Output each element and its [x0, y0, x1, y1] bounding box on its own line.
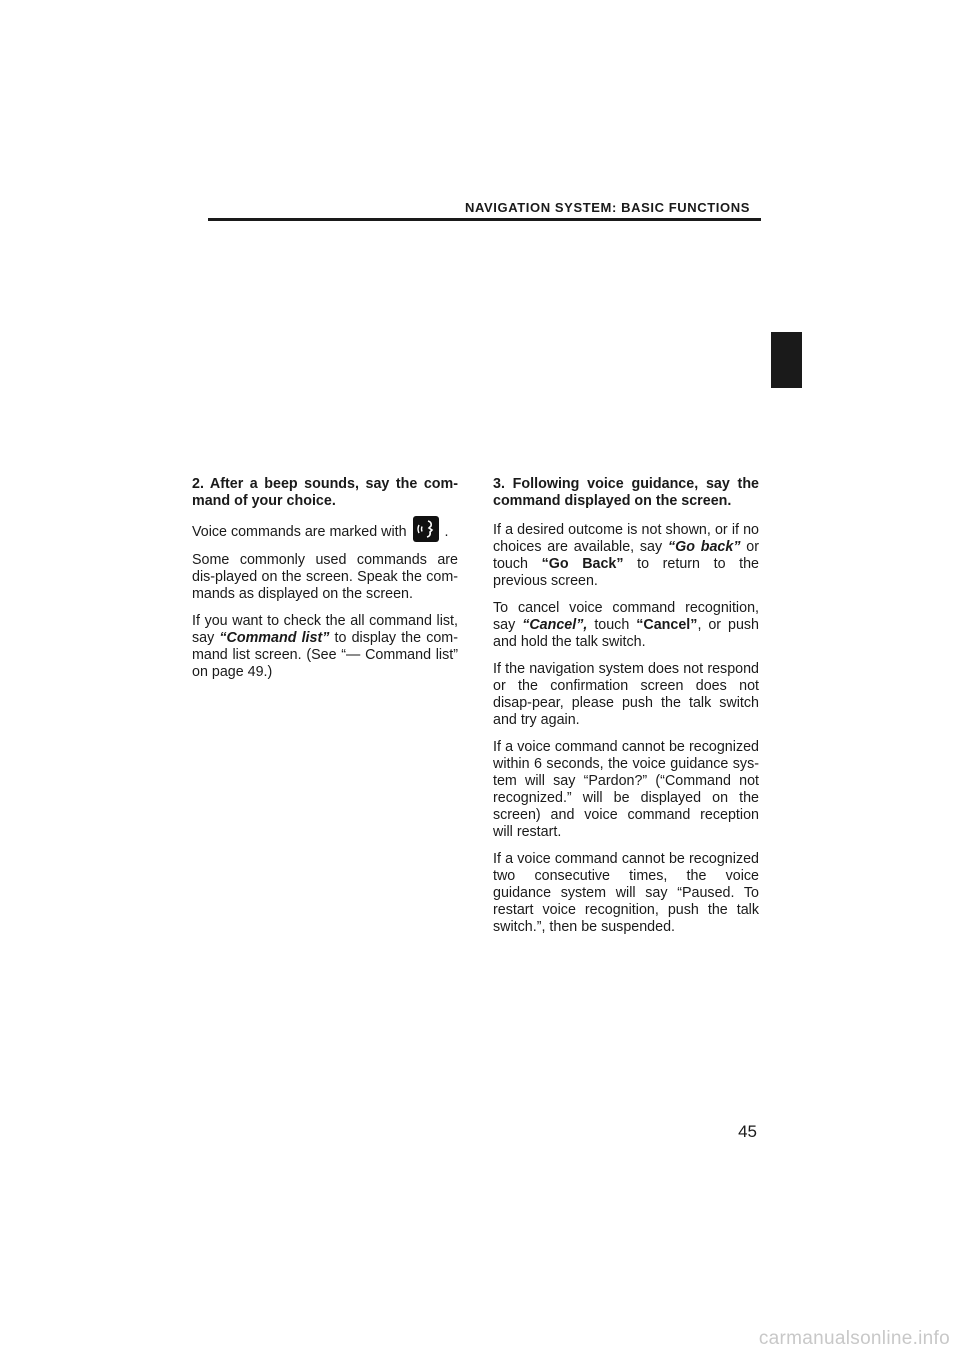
- watermark: carmanualsonline.info: [758, 1328, 950, 1349]
- go-back-paragraph: [493, 522, 759, 590]
- voice-marked-period: .: [444, 523, 449, 540]
- cancel-voice-command: “Cancel”,: [522, 617, 588, 633]
- voice-command-icon: [413, 516, 439, 542]
- common-commands-paragraph: Some commonly used commands are dis-played on the screen. Speak the com-mands as displayed on the screen.: [192, 552, 458, 602]
- go-back-touch-label: “Go Back”: [541, 556, 624, 572]
- two-times-paragraph: If a voice command cannot be recognized two consecutive times, the voice guidance system will say “Paused. To restart voice recognition, push the talk switch.”, then be suspended.: [493, 851, 759, 935]
- go-back-text-1: If a desired outcome is not shown, or if no choices are available, say: [493, 522, 759, 555]
- no-response-paragraph: If the navigation system does not respond or the confirmation screen does not disap-pear, please push the talk switch and try again.: [493, 661, 759, 728]
- left-column: [192, 476, 458, 691]
- page-number: 45: [738, 1122, 757, 1141]
- command-list-voice-command: “Command list”: [219, 630, 330, 646]
- command-list-paragraph: [192, 613, 458, 681]
- step-2-heading: 2. After a beep sounds, say the com-mand of your choice.: [192, 476, 458, 509]
- voice-marked-paragraph: [192, 522, 458, 542]
- go-back-text-3: to return to the previous screen.: [493, 556, 759, 589]
- six-seconds-paragraph: If a voice command cannot be recognized within 6 seconds, the voice guidance sys-tem will say “Pardon?” (“Command not recognized.” will be displayed on the screen) and voice command reception will restart.: [493, 739, 759, 840]
- section-header-title: NAVIGATION SYSTEM: BASIC FUNCTIONS: [465, 200, 750, 215]
- header-rule: [208, 218, 761, 221]
- cancel-text-1: To cancel voice command recognition, say: [493, 600, 759, 633]
- step-3-heading: 3. Following voice guidance, say the command displayed on the screen.: [493, 476, 759, 509]
- right-column: [493, 476, 759, 946]
- command-list-text-1: If you want to check the all command list, say: [192, 613, 458, 646]
- chapter-tab: [771, 332, 802, 388]
- cancel-touch-label: “Cancel”: [636, 617, 698, 633]
- command-list-text-2: to display the com-mand list screen. (See “— Command list” on page 49.): [192, 630, 458, 680]
- go-back-text-2: or touch: [493, 539, 759, 572]
- go-back-voice-command: “Go back”: [667, 539, 741, 555]
- cancel-text-2: touch: [594, 617, 630, 633]
- voice-marked-text: Voice commands are marked with: [192, 523, 407, 540]
- cancel-paragraph: [493, 600, 759, 651]
- cancel-text-3: , or push and hold the talk switch.: [493, 617, 759, 650]
